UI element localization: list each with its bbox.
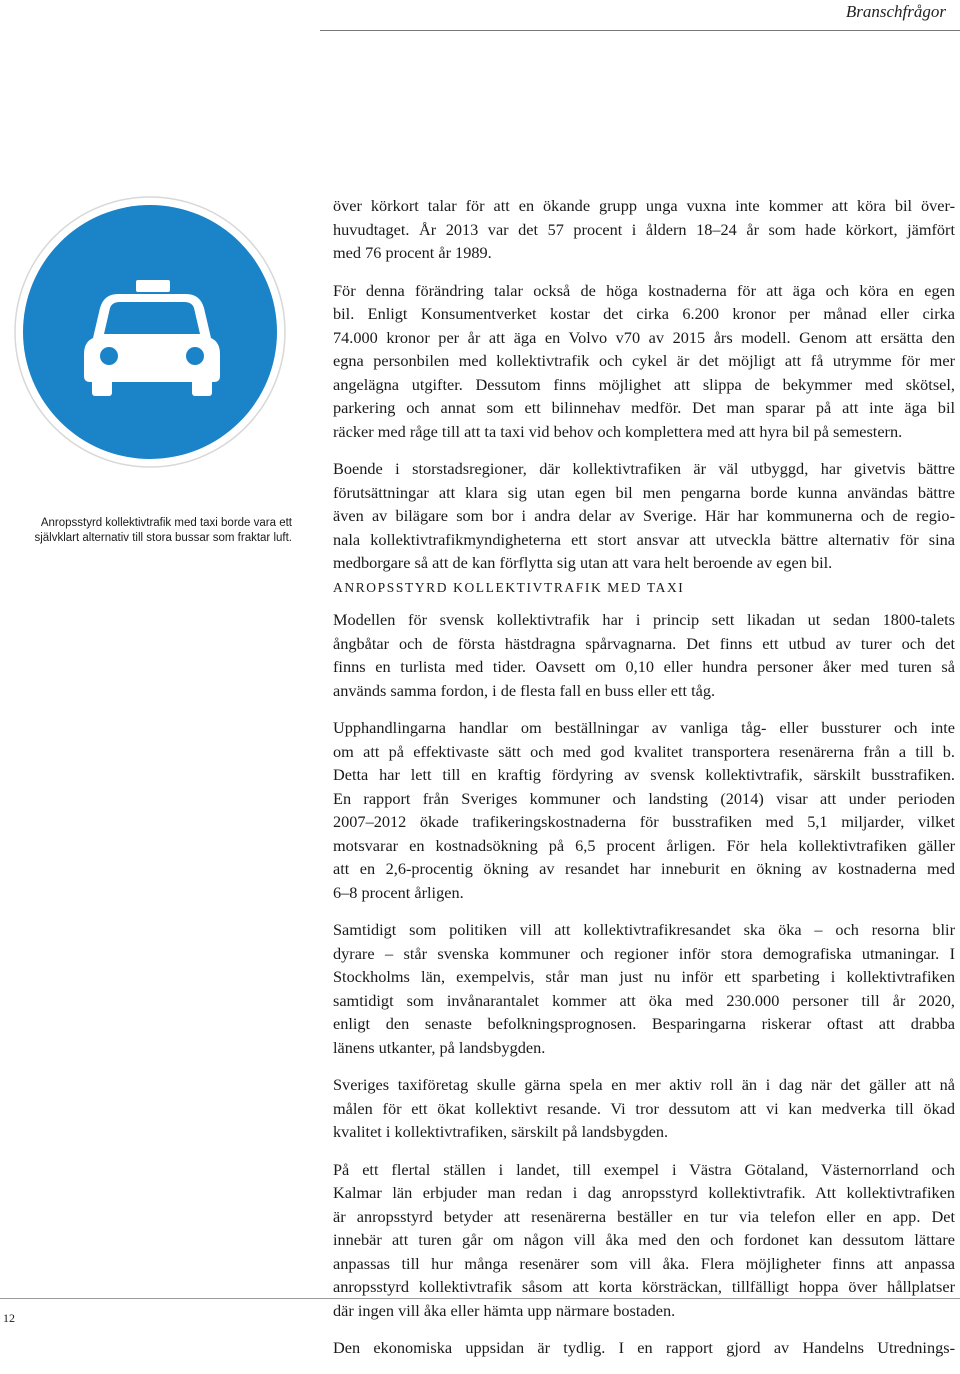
text-line: Kalmar län erbjuder man redan i dag anropsstyrd kollektivtrafik. Att kollektivtrafiken	[333, 1183, 955, 1202]
paragraph	[333, 1336, 955, 1360]
text-line: parkering och annat som ett bilinnehav medför. Det man sparar på att inte äga bil	[333, 398, 955, 417]
text-line: länens utkanter, på landsbygden.	[333, 1037, 546, 1057]
section-anropsstyrd	[333, 578, 955, 1374]
section-heading: ANROPSSTYRD KOLLEKTIVTRAFIK MED TAXI	[333, 580, 685, 595]
text-line: där ingen vill åka eller hämta upp närmare bostaden.	[333, 1300, 676, 1320]
text-line: finns en turlista med tider. Oavsett om 0,10 eller hundra personer åker med turen så	[333, 657, 955, 676]
text-line: även av bilägare som bor i andra delar av Sverige. Här har kommunerna och de regio-	[333, 506, 955, 525]
intro-text	[333, 194, 955, 589]
text-line: huvudtaget. År 2013 var det 57 procent i åldern 18–24 år som hade körkort, jämfört	[333, 219, 955, 239]
text-line: För denna förändring talar också de höga kostnaderna för att äga och köra en egen	[333, 280, 955, 300]
figure-caption	[0, 516, 292, 545]
text-line: medborgare så att de kan förflytta sig utan att vara helt beroende av egen bil.	[333, 553, 833, 572]
text-line: ångbåtar och de första hästdragna spårvagnarna. Det finns ett utbud av turer och det	[333, 633, 955, 653]
text-line: om att på effektivaste sätt och med god kvalitet transportera resenärerna från a till b.	[333, 741, 955, 761]
page-number: 12	[3, 1311, 15, 1325]
text-line: Den ekonomiska uppsidan är tydlig. I en rapport gjord av Handelns Utrednings-	[333, 1338, 955, 1357]
text-line: kvalitet i kollektivtrafiken, särskilt på landsbygden.	[333, 1122, 669, 1141]
text-line: Detta har lett till en kraftig fördyring av svensk kollektivtrafik, särskilt busstrafiken.	[333, 765, 955, 784]
paragraph	[333, 608, 955, 702]
text-line: På ett flertal ställen i landet, till exempel i Västra Götaland, Västernorrland och	[333, 1159, 955, 1179]
paragraph	[333, 194, 955, 265]
text-line: Stockholms län, exempelvis, står man just nu inför ett sparbeting i kollektivtrafiken	[333, 967, 955, 986]
text-line: 2007–2012 ökade trafikeringskostnaderna för busstrafiken med 5,1 miljarder, vilket	[333, 812, 955, 831]
text-line: nala kollektivtrafikmyndigheterna ett stort ansvar att utveckla bättre alternativ för sina	[333, 529, 955, 549]
text-line: anropsstyrd kollektivtrafik såsom att korta körsträckan, tillfälligt hoppa över hållplatser	[333, 1277, 955, 1296]
text-line: Boende i storstadsregioner, där kollektivtrafiken är väl utbyggd, har givetvis bättre	[333, 459, 955, 478]
text-line: Samtidigt som politiken vill att kollektivtrafikresandet ska öka – och resorna blir	[333, 920, 955, 939]
text-line: målen för ett ökat kollektivt resande. Vi tror dessutom att vi kan medverka till ökad	[333, 1098, 955, 1118]
text-line: används samma fordon, i de flesta fall en buss eller ett tåg.	[333, 680, 716, 700]
text-line: 6–8 procent årligen.	[333, 882, 464, 902]
text-line: bil. Enligt Konsumentverket kostar det cirka 6.200 kronor per månad eller cirka	[333, 304, 955, 323]
paragraph	[333, 279, 955, 444]
paragraph	[333, 716, 955, 904]
text-line: räcker med råge till att ta taxi vid behov och komplettera med att hyra bil på semestern.	[333, 421, 903, 441]
text-line: egna personbilen med kollektivtrafik och cykel är det möjligt att få utrymme för mer	[333, 351, 955, 370]
text-line: motsvarar en kostnadsökning på 6,5 procent årligen. För hela kollektivtrafiken gäller	[333, 835, 955, 855]
taxi-road-sign-icon	[14, 196, 286, 468]
footer-rule	[0, 1298, 960, 1299]
header-rule	[320, 30, 960, 31]
text-line: dyrare – står svenska kommuner och regioner inför stora demografiska utmaningar. I	[333, 943, 955, 963]
paragraph	[333, 1073, 955, 1144]
text-line: över körkort talar för att en ökande grupp unga vuxna inte kommer att köra bil över-	[333, 196, 955, 215]
running-head-title: Branschfrågor	[845, 2, 946, 21]
text-line: Modellen för svensk kollektivtrafik har i princip sett likadan ut sedan 1800-talets	[333, 610, 955, 629]
text-line: En rapport från Sveriges kommuner och landsting (2014) visar att under perioden	[333, 788, 955, 808]
paragraph	[333, 457, 955, 575]
text-line: 74.000 kronor per år att äga en Volvo v70 av 2015 års modell. Genom att ersätta den	[333, 327, 955, 347]
text-line: är anropsstyrd betyder att resenärerna beställer en tur via telefon eller en app. Det	[333, 1206, 955, 1226]
text-line: enligt den senaste befolkningsprognosen. Besparingarna riskerar oftast att drabba	[333, 1014, 955, 1033]
text-line: anpassas till hur många resenärer som vill åka. Flera möjligheter finns att anpassa	[333, 1253, 955, 1273]
text-line: angelägna utgifter. Dessutom finns möjlighet att slippa de bekymmer med skötsel,	[333, 374, 955, 394]
text-line: Upphandlingarna handlar om beställningar av vanliga tåg- eller bussturer och inte	[333, 718, 955, 737]
caption-line: självklart alternativ till stora bussar som fraktar luft.	[34, 531, 292, 544]
paragraph	[333, 918, 955, 1059]
caption-line: Anropsstyrd kollektivtrafik med taxi borde vara ett	[40, 517, 292, 529]
text-line: att en 2,6-procentig ökning av resandet har inneburit en ökning av kostnaderna med	[333, 859, 955, 878]
text-line: Sveriges taxiföretag skulle gärna spela en mer aktiv roll än i dag när det gäller att nå	[333, 1075, 955, 1094]
text-line: innebär att turen går om någon vill åka med den och fordonet kan dessutom lättare	[333, 1230, 955, 1249]
text-line: förutsättningar att klara sig utan egen bil men pengarna borde kunna användas bättre	[333, 482, 955, 502]
text-line: med 76 procent år 1989.	[333, 243, 492, 262]
text-line: samtidigt som invånarantalet kommer att öka med 230.000 personer till år 2020,	[333, 990, 955, 1010]
